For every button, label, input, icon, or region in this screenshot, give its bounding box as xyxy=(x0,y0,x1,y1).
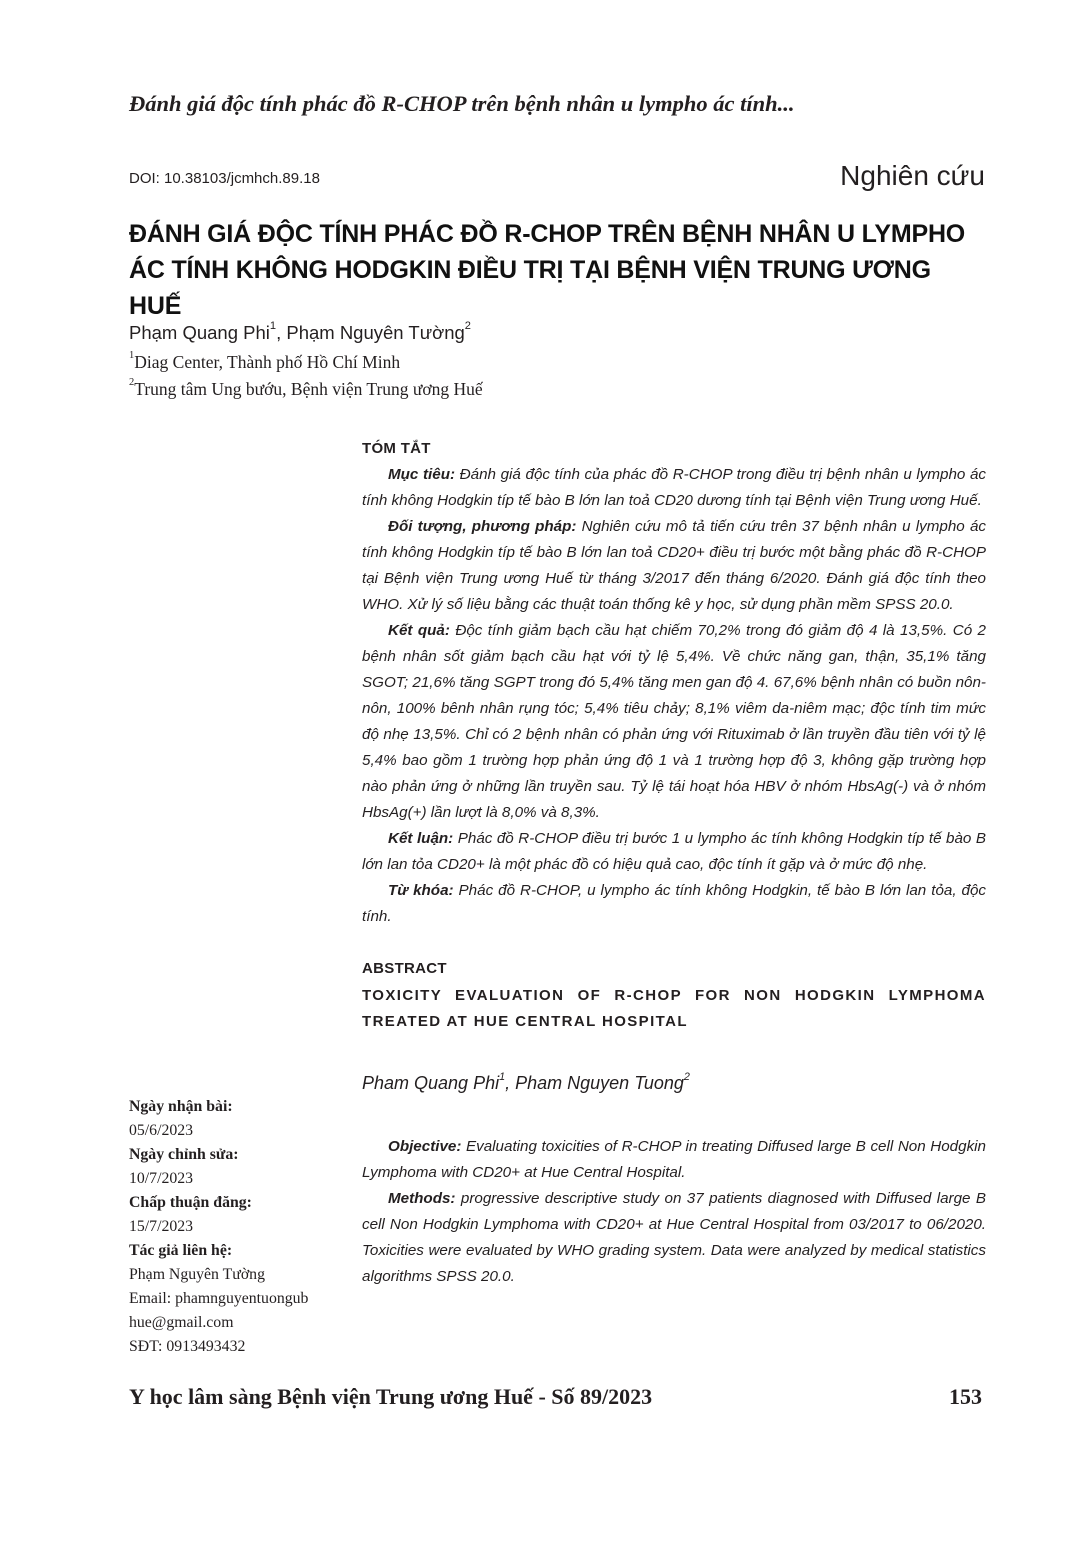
email-line: hue@gmail.com xyxy=(129,1314,234,1331)
author-name: Phạm Nguyên Tường xyxy=(286,322,465,343)
paragraph-text: Độc tính giảm bạch cầu hạt chiếm 70,2% trong đó giảm độ 4 là 13,5%. Có 2 bệnh nhân sốt giảm bạch cầu hạt với tỷ lệ 5,4%. Về chức năng gan, thận, 35,1% tăng SGOT; 21,6% tăng SGPT trong đó 5,4% tăng men gan độ 4. 67,6% bệnh nhân có buồn nôn-nôn, 100% bênh nhân rụng tóc; 5,4% tiêu chảy; 8,1% viêm da-niêm mạc; độc tính tim mức độ nhẹ 13,5%. Chỉ có 2 bệnh nhân có phản ứng với Rituximab ở lần truyền đầu tiên với tỷ lệ 5,4% bao gồm 1 trường hợp phản ứng độ 1 và 1 trường hợp độ 3, không gặp trường hợp nào phản ứng ở những lần truyền sau. Tỷ lệ tái hoạt hóa HBV ở nhóm HbsAg(-) và ở nhóm HbsAg(+) lần lượt là 8,0% và 8,3%. xyxy=(362,622,987,821)
page-number: 153 xyxy=(949,1384,982,1409)
email-line: Email: phamnguyentuongub xyxy=(129,1290,309,1307)
paragraph-text: Đánh giá độc tính của phác đồ R-CHOP trong điều trị bệnh nhân u lympho ác tính không Hodgkin típ tế bào B lớn lan toả CD20 dương tính tại Bệnh viện Trung ương Huế. xyxy=(362,466,987,509)
paragraph-text: Nghiên cứu mô tả tiến cứu trên 37 bệnh nhân u lympho ác tính không Hodgkin típ tế bào B lớn lan toả CD20+ điều trị bước một bằng phác đồ R-CHOP tại Bệnh viện Trung ương Huế từ tháng 3/2017 đến tháng 6/2020. Đánh giá độc tính theo WHO. Xử lý số liệu bằng các thuật toán thống kê y học, sử dụng phần mềm SPSS 20.0. xyxy=(362,518,986,613)
affiliation-mark: 2 xyxy=(129,377,135,388)
affiliation-mark: 1 xyxy=(129,350,135,361)
abstract-heading: ABSTRACT xyxy=(362,960,447,977)
corresponding-name: Phạm Nguyên Tường xyxy=(129,1266,265,1283)
paragraph-text: progressive descriptive study on 37 patients diagnosed with Diffused large B cell Non Hodgkin Lymphoma with CD20+ at Hue Central Hospital from 03/2017 to 06/2020. Toxicities were evaluated by WHO grading system. Data were analyzed by medical statistics algorithms SPSS 20.0. xyxy=(362,1190,986,1285)
article-info-sidebar xyxy=(129,1095,349,1359)
article-title xyxy=(129,216,989,324)
section-label: Nghiên cứu xyxy=(840,160,985,191)
author-list xyxy=(129,322,471,344)
paragraph-text: Phác đồ R-CHOP điều trị bước 1 u lympho ác tính không Hodgkin típ tế bào B lớn lan tỏa CD20+ là một phác đồ có hiệu quả cao, độc tính ít gặp và ở mức độ nhẹ. xyxy=(362,830,986,873)
english-title: TOXICITY EVALUATION OF R-CHOP FOR NON HODGKIN LYMPHOMA TREATED AT HUE CENTRAL HOSPITAL xyxy=(362,987,986,1030)
abstract-column xyxy=(362,440,986,1290)
affiliation xyxy=(129,379,483,400)
corresponding-label: Tác giả liên hệ: xyxy=(129,1242,233,1259)
tomtat-keywords xyxy=(362,878,986,930)
author-separator: , xyxy=(276,322,287,343)
paragraph-label: Kết luận: xyxy=(388,830,454,847)
author-affiliation-mark: 2 xyxy=(683,1071,690,1083)
author-affiliation-mark: 1 xyxy=(499,1071,506,1083)
received-label: Ngày nhận bài: xyxy=(129,1098,233,1115)
tomtat-conclusion xyxy=(362,826,986,878)
paragraph-label: Đối tượng, phương pháp: xyxy=(388,518,577,535)
paragraph-label: Từ khóa: xyxy=(388,882,454,899)
paragraph-text: Phác đồ R-CHOP, u lympho ác tính không Hodgkin, tế bào B lớn lan tỏa, độc tính. xyxy=(362,882,987,925)
accepted-date: 15/7/2023 xyxy=(129,1218,194,1235)
tomtat-objective xyxy=(362,462,986,514)
affiliation xyxy=(129,352,400,373)
affiliation-text: Trung tâm Ung bướu, Bệnh viện Trung ương Huế xyxy=(134,379,483,399)
english-author-list xyxy=(362,1073,986,1094)
tomtat-heading: TÓM TẮT xyxy=(362,440,431,457)
abstract-methods xyxy=(362,1186,986,1290)
author-name: Phạm Quang Phi xyxy=(129,322,270,343)
phone-line: SĐT: 0913493432 xyxy=(129,1338,246,1355)
revised-date: 10/7/2023 xyxy=(129,1170,194,1187)
doi-label: DOI: 10.38103/jcmhch.89.18 xyxy=(129,170,320,187)
paragraph-label: Methods: xyxy=(388,1190,456,1207)
author-affiliation-mark: 2 xyxy=(464,320,471,332)
title-line: ÁC TÍNH KHÔNG HODGKIN ĐIỀU TRỊ TẠI BỆNH VIỆN TRUNG ƯƠNG HUẾ xyxy=(129,256,931,320)
paragraph-label: Kết quả: xyxy=(388,622,450,639)
revised-label: Ngày chỉnh sửa: xyxy=(129,1146,239,1163)
abstract-objective xyxy=(362,1134,986,1186)
affiliation-text: Diag Center, Thành phố Hồ Chí Minh xyxy=(134,352,401,372)
author-affiliation-mark: 1 xyxy=(269,320,277,332)
accepted-label: Chấp thuận đăng: xyxy=(129,1194,252,1211)
paragraph-label: Objective: xyxy=(388,1138,462,1155)
received-date: 05/6/2023 xyxy=(129,1122,194,1139)
paragraph-text: Evaluating toxicities of R-CHOP in treating Diffused large B cell Non Hodgkin Lymphoma with CD20+ at Hue Central Hospital. xyxy=(362,1138,986,1181)
paragraph-label: Mục tiêu: xyxy=(388,466,456,483)
author-separator: , xyxy=(505,1073,516,1093)
title-line: ĐÁNH GIÁ ĐỘC TÍNH PHÁC ĐỒ R-CHOP TRÊN BỆNH NHÂN U LYMPHO xyxy=(129,220,966,248)
author-name: Pham Nguyen Tuong xyxy=(515,1073,684,1093)
tomtat-results xyxy=(362,618,986,826)
author-name: Pham Quang Phi xyxy=(362,1073,500,1093)
running-head: Đánh giá độc tính phác đồ R-CHOP trên bệnh nhân u lympho ác tính... xyxy=(129,91,795,116)
footer-journal: Y học lâm sàng Bệnh viện Trung ương Huế - Số 89/2023 xyxy=(129,1384,653,1409)
tomtat-methods xyxy=(362,514,986,618)
